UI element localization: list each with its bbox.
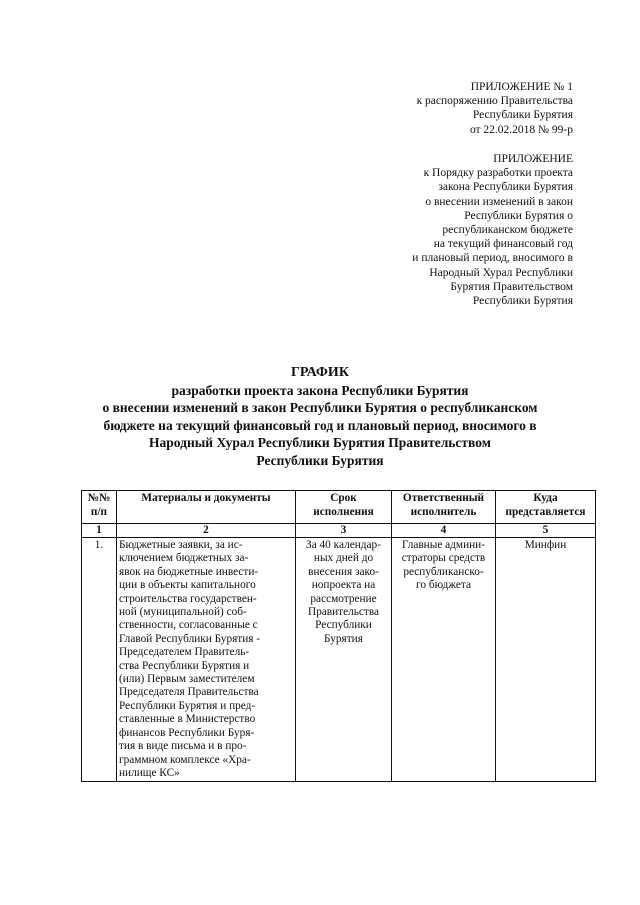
deadline-line: Правительства xyxy=(307,606,380,619)
column-number: 1 xyxy=(82,524,117,538)
column-number-row xyxy=(82,524,596,538)
column-number: 4 xyxy=(392,524,496,538)
deadline-line: внесения зако- xyxy=(308,565,379,578)
destination-cell xyxy=(496,538,596,782)
annex-1-line: Республики Бурятия xyxy=(472,109,573,122)
header-deadline xyxy=(296,491,392,524)
header-line: Куда xyxy=(533,492,558,504)
annex-2-line: республиканском бюджете xyxy=(442,224,573,237)
title-line: бюджете на текущий финансовый год и плановый период, вносимого в xyxy=(103,417,537,433)
title-line: Республики Бурятия xyxy=(256,452,384,468)
materials-line: ключением бюджетных за- xyxy=(119,552,249,565)
materials-line: строительства государствен- xyxy=(119,592,257,605)
annex-1-header xyxy=(417,80,573,137)
header-line: исполнитель xyxy=(410,505,477,518)
materials-line: Республики Бурятия и пред- xyxy=(119,699,256,712)
title-line: о внесении изменений в закон Республики Бурятия о республиканском xyxy=(102,400,538,416)
annex-2-line: закона Республики Бурятия xyxy=(438,181,573,194)
annex-2-line: Народный Хурал Республики xyxy=(429,266,573,279)
header-line: Ответственный xyxy=(402,492,485,504)
deadline-cell xyxy=(296,538,392,782)
annex-2-line: ПРИЛОЖЕНИЕ xyxy=(493,153,573,165)
materials-line: граммном комплексе «Хра- xyxy=(119,753,251,766)
materials-line: Главой Республики Бурятия - xyxy=(119,632,261,645)
materials-line: тия в виде письма и в про- xyxy=(119,740,247,753)
materials-line: Председателем Правитель- xyxy=(119,646,250,659)
row-number: 1. xyxy=(82,538,117,782)
annex-2-line: о внесении изменений в закон xyxy=(425,195,573,208)
materials-line: (или) Первым заместителем xyxy=(119,673,255,686)
header-destination xyxy=(496,491,596,524)
annex-1-line: от 22.02.2018 № 99-р xyxy=(469,123,573,136)
responsible-cell xyxy=(392,538,496,782)
header-line: Материалы и документы xyxy=(141,492,271,504)
annex-2-line: на текущий финансовый год xyxy=(433,238,573,251)
annex-2-line: к Порядку разработки проекта xyxy=(423,167,573,180)
title-line: разработки проекта закона Республики Бурятия xyxy=(171,382,469,398)
materials-line: явок на бюджетные инвести- xyxy=(119,565,259,578)
header-line: исполнения xyxy=(313,505,374,518)
header-materials xyxy=(117,491,296,524)
annex-2-line: Бурятия Правительством xyxy=(450,280,573,293)
materials-line: ной (муниципальной) соб- xyxy=(119,606,247,619)
column-number: 5 xyxy=(496,524,596,538)
materials-line: ции в объекты капитального xyxy=(119,579,256,592)
header-number xyxy=(82,491,117,524)
annex-2-line: Республики Бурятия о xyxy=(464,209,573,222)
annex-2-line: и плановый период, вносимого в xyxy=(412,252,573,265)
header-line: п/п xyxy=(90,505,108,518)
title-line: Народный Хурал Республики Бурятия Правительством xyxy=(149,435,491,451)
materials-line: нилище КС» xyxy=(119,766,180,779)
annex-1-line: ПРИЛОЖЕНИЕ № 1 xyxy=(470,81,573,93)
deadline-line: рассмотрение xyxy=(310,592,377,605)
deadline-line: Республики xyxy=(315,619,372,632)
schedule-table xyxy=(81,490,596,782)
column-number: 2 xyxy=(117,524,296,538)
responsible-line: страторы средств xyxy=(401,552,486,565)
header-responsible xyxy=(392,491,496,524)
materials-cell xyxy=(117,538,296,782)
materials-line: ства Республики Бурятия и xyxy=(119,659,250,672)
deadline-line: ных дней до xyxy=(313,552,374,565)
destination-line: Минфин xyxy=(524,539,567,551)
responsible-line: республиканско- xyxy=(403,565,484,578)
header-line: Срок xyxy=(330,492,357,504)
header-line: представляется xyxy=(505,505,586,518)
table-row xyxy=(82,538,596,782)
materials-line: Председателя Правительства xyxy=(119,686,259,699)
materials-line: ственности, согласованные с xyxy=(119,619,258,632)
header-line: №№ xyxy=(87,492,111,504)
annex-2-line: Республики Бурятия xyxy=(472,295,573,308)
materials-line: ставленные в Министерство xyxy=(119,713,256,726)
table-header-row xyxy=(82,491,596,524)
document-title xyxy=(60,364,580,470)
responsible-line: го бюджета xyxy=(416,579,471,592)
deadline-line: Бурятия xyxy=(324,632,363,645)
deadline-line: За 40 календар- xyxy=(306,539,381,551)
deadline-line: нопроекта на xyxy=(311,579,376,592)
title-line: ГРАФИК xyxy=(291,365,349,380)
column-number: 3 xyxy=(296,524,392,538)
materials-line: Бюджетные заявки, за ис- xyxy=(119,539,243,551)
annex-1-line: к распоряжению Правительства xyxy=(416,95,573,108)
materials-line: финансов Республики Буря- xyxy=(119,726,255,739)
annex-2-header xyxy=(412,152,573,308)
responsible-line: Главные админи- xyxy=(402,539,485,551)
